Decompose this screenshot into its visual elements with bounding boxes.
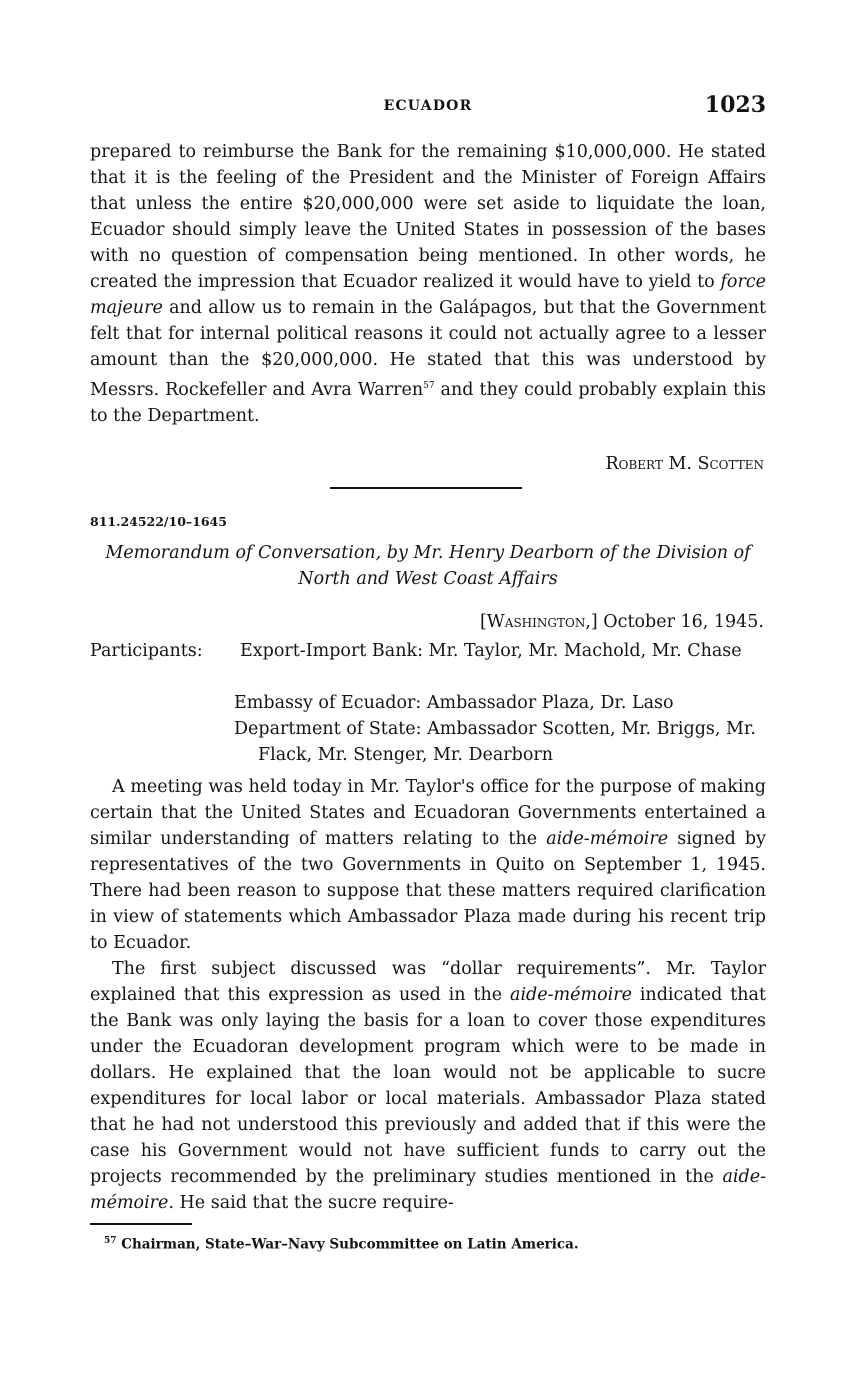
- continued-paragraph: [90, 139, 766, 429]
- participant-group-state: Department of State: Ambassador Scotten, Mr. Briggs, Mr. Flack, Mr. Stenger, Mr. Dearborn: [234, 719, 756, 765]
- footnote-divider: [90, 1223, 192, 1225]
- paragraph-text: and they could probably explain this to the Department.: [90, 379, 766, 426]
- date-line: [480, 609, 764, 635]
- page-number: 1023: [704, 92, 766, 118]
- footnote: [104, 1236, 579, 1253]
- running-title: ECUADOR: [383, 98, 473, 114]
- file-number: 811.24522/10–1645: [90, 514, 227, 529]
- paragraph-text: The first subject discussed was “dollar requirements”. Mr. Taylor explained that this expression as used in the: [90, 959, 766, 1005]
- date: October 16, 1945.: [603, 612, 764, 632]
- first-subject-paragraph: [90, 956, 766, 1216]
- italic-phrase: force majeure: [90, 272, 766, 318]
- document-title: Memorandum of Conversation, by Mr. Henry Dearborn of the Division of North and West Coast Affairs: [105, 543, 751, 589]
- signature: Robert M. Scotten: [605, 454, 764, 474]
- footnote-reference: 57: [423, 381, 435, 391]
- participant-group-embassy: Embassy of Ecuador: Ambassador Plaza, Dr. Laso: [234, 693, 674, 713]
- paragraph-text: He said that the sucre require-: [173, 1193, 454, 1213]
- meeting-paragraph: [90, 774, 766, 956]
- running-head: [90, 92, 766, 122]
- section-divider: [330, 487, 522, 489]
- italic-phrase: aide-mémoire.: [90, 1167, 766, 1213]
- paragraph-text: and allow us to remain in the Galápagos, but that the Government felt that for internal political reasons it could not actually agree to a lesser amount than the $20,000,000. He stated that this was understood by Messrs. Rockefeller and Avra Warren: [90, 298, 766, 400]
- italic-phrase: aide-mémoire: [510, 985, 632, 1005]
- paragraph-text: prepared to reimburse the Bank for the remaining $10,000,000. He stated that it is the feeling of the President and the Minister of Foreign Affairs that unless the entire $20,000,000 were set aside to liquidate the loan, Ecuador should simply leave the United States in possession of the bases with no question of compensation being mentioned. In other words, he created the impression that Ecuador realized it would have to yield to: [90, 142, 766, 292]
- footnote-text: Chairman, State–War–Navy Subcommittee on Latin America.: [116, 1236, 579, 1253]
- paragraph-text: A meeting was held today in Mr. Taylor's office for the purpose of making certain that the United States and Ecuadoran Governments entertained a similar understanding of matters relating to the: [90, 777, 766, 849]
- paragraph-text: signed by representatives of the two Governments in Quito on September 1, 1945. There had been reason to suppose that these matters required clarification in view of statements which Ambassador Plaza made during his recent trip to Ecuador.: [90, 829, 767, 953]
- paragraph-text: indicated that the Bank was only laying the basis for a loan to cover those expenditures under the Ecuadoran development program which were to be made in dollars. He explained that the loan would not be applicable to sucre expenditures for local labor or local materials. Ambassador Plaza stated that he had not understood this previously and added that if this were the case his Government would not have sufficient funds to carry out the projects recommended by the preliminary studies mentioned in the: [90, 985, 767, 1187]
- participants-label: Participants:: [90, 641, 203, 661]
- date-place: [Washington,]: [479, 612, 598, 632]
- italic-phrase: aide-mémoire: [546, 829, 669, 849]
- footnote-mark: 57: [104, 1236, 117, 1246]
- participant-group-bank: Export-Import Bank: Mr. Taylor, Mr. Machold, Mr. Chase: [240, 641, 742, 661]
